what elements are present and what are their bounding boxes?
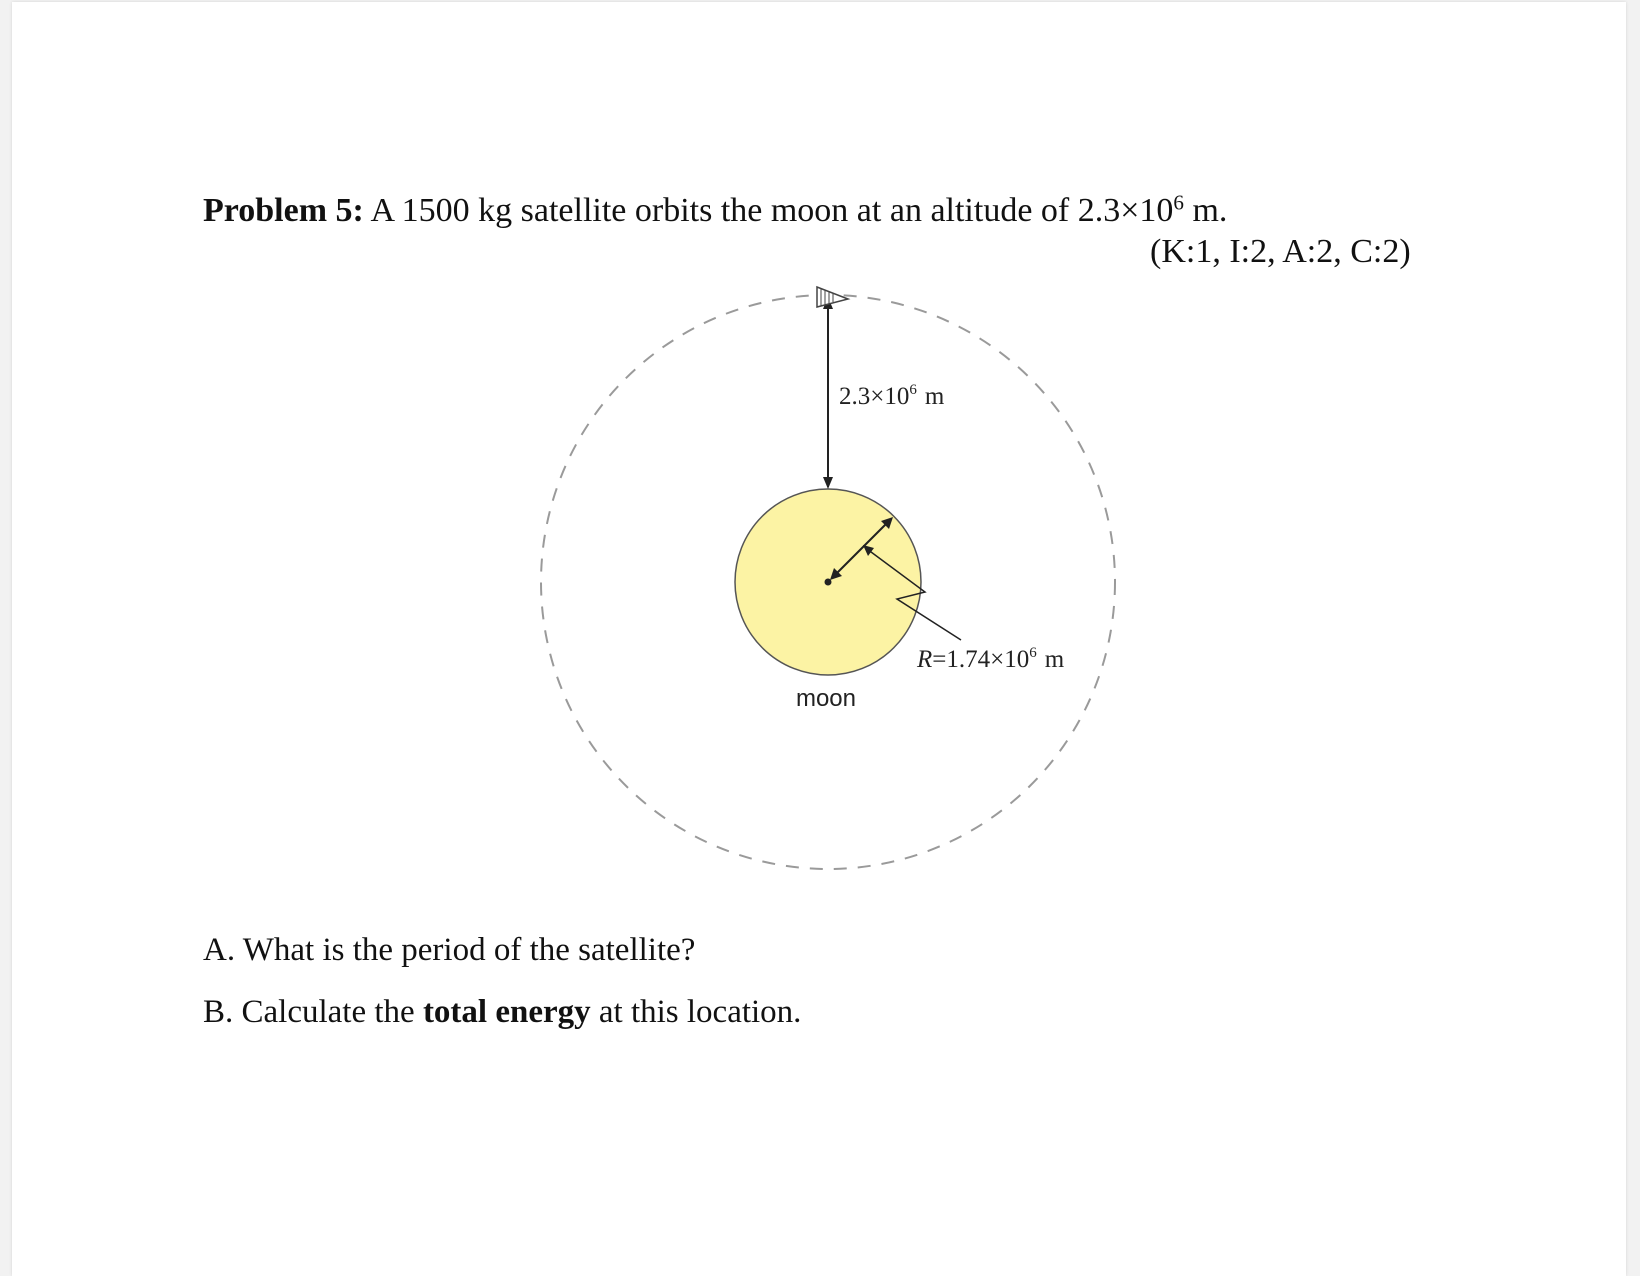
- altitude-arrow: [823, 297, 833, 489]
- radius-label: $R=1.74\times 10^6$ m: [917, 645, 1065, 673]
- problem-text: A 1500 kg satellite orbits the moon at an altitude of 2.3×10: [370, 192, 1174, 229]
- question-b-bold: total energy: [422, 994, 591, 1030]
- question-a: A. What is the period of the satellite?: [203, 932, 696, 968]
- question-b-prefix: B. Calculate the: [203, 994, 423, 1030]
- altitude-label: $2.3\times 10^6$ m: [839, 382, 945, 410]
- question-b: [203, 994, 801, 1031]
- moon-label: moon: [795, 685, 857, 712]
- satellite-icon: [817, 287, 848, 307]
- problem-exponent: 6: [1173, 190, 1184, 215]
- rubric-marks: (K:1, I:2, A:2, C:2): [1150, 233, 1411, 270]
- problem-unit: m.: [1183, 192, 1228, 229]
- question-b-suffix: at this location.: [590, 994, 802, 1030]
- problem-label: Problem 5:: [203, 192, 364, 229]
